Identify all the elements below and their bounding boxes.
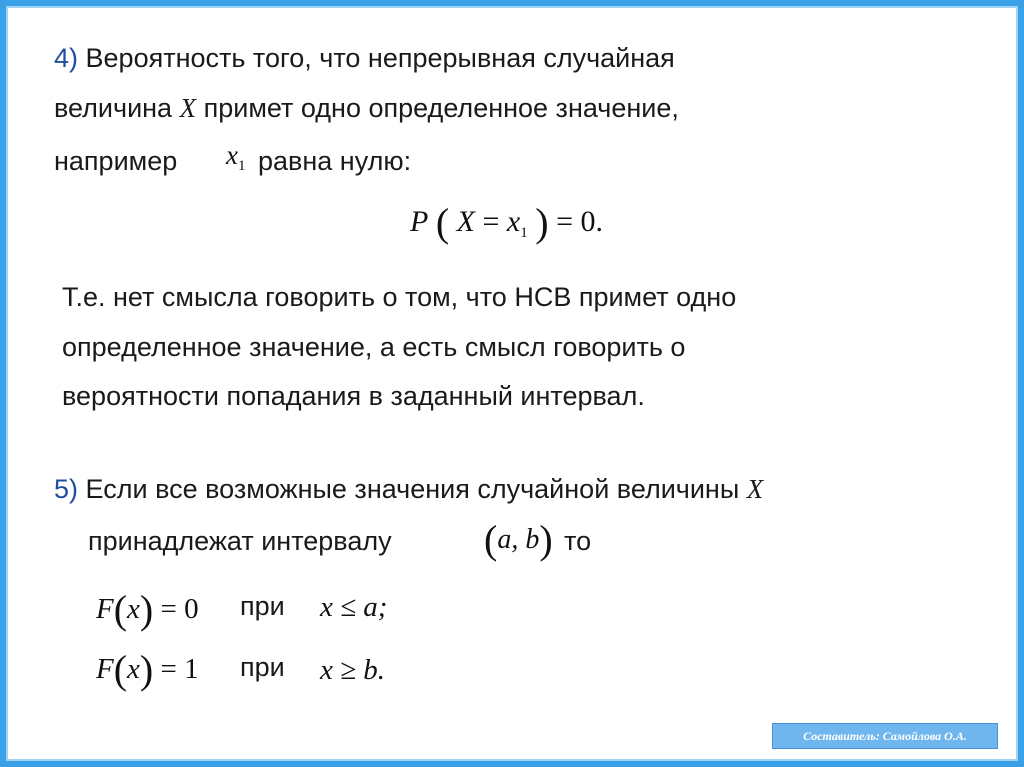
item5-interval: [484, 517, 553, 562]
cond1-rhs: = 0: [160, 593, 199, 625]
note-line1: Т.е. нет смысла говорить о том, что НСВ примет одно: [62, 282, 737, 312]
item4-number: 4): [54, 43, 79, 73]
formula1-p: P: [410, 205, 429, 238]
cond1-x: x: [127, 593, 140, 625]
interval-values: a, b: [497, 524, 540, 555]
item4-x1-var: x: [226, 140, 238, 170]
item4-line3-end: равна нулю:: [258, 146, 412, 176]
cond1-word: при: [240, 591, 285, 621]
item5-line1-text: Если все возможные значения случайной величины: [85, 474, 740, 504]
interval-rparen: ): [539, 517, 553, 562]
item4-x1-sub: 1: [237, 158, 246, 174]
item5-line1: [54, 476, 763, 503]
cond1-f: F: [96, 593, 114, 625]
slide: [8, 8, 1016, 759]
cond2-rhs: = 1: [160, 653, 199, 685]
formula1-x: X: [456, 205, 475, 238]
interval-lparen: (: [484, 517, 498, 562]
cond2-rparen: ): [139, 647, 154, 692]
note-line2: определенное значение, а есть смысл говорить о: [62, 332, 686, 362]
formula-probability: [410, 200, 603, 245]
formula1-rparen: ): [535, 200, 549, 245]
formula1-eq: =: [482, 205, 500, 238]
item4-line2-a: величина: [54, 93, 173, 123]
cond2-lparen: (: [113, 647, 128, 692]
cond1-rparen: ): [139, 587, 154, 632]
item4-line3-text: например: [54, 146, 178, 176]
item4-line3: [54, 148, 177, 175]
cond2-formula: [96, 647, 199, 692]
author-footer: [772, 723, 998, 749]
item4-line1: [54, 45, 675, 72]
cond2-cond-text: x ≥ b.: [320, 654, 386, 686]
formula1-x1: x: [506, 205, 521, 238]
author-text: Составитель: Самойлова О.А.: [803, 728, 967, 743]
note-line3: вероятности попадания в заданный интервал.: [62, 381, 645, 411]
cond2-word: при: [240, 652, 285, 682]
cond2-x: x: [127, 653, 140, 685]
item4-x1: [226, 142, 245, 174]
item5-line2-end: то: [564, 526, 592, 556]
item4-var-x: X: [179, 93, 197, 123]
item5-line2: принадлежат интервалу: [88, 526, 392, 556]
cond2-f: F: [96, 653, 114, 685]
formula1-sub: 1: [520, 225, 528, 241]
formula1-rhs: = 0.: [556, 205, 603, 238]
cond1-lparen: (: [113, 587, 128, 632]
cond1-cond-text: x ≤ a;: [320, 591, 388, 623]
item5-var-x: X: [746, 474, 764, 504]
item4-line2-b: примет одно определенное значение,: [203, 93, 679, 123]
item5-number: 5): [54, 474, 79, 504]
cond1-condition: [320, 593, 387, 622]
item4-line2: [54, 95, 679, 122]
cond2-condition: [320, 656, 385, 685]
cond1-formula: [96, 587, 199, 632]
formula1-lparen: (: [435, 200, 450, 245]
item4-line1-text: Вероятность того, что непрерывная случайная: [85, 43, 675, 73]
